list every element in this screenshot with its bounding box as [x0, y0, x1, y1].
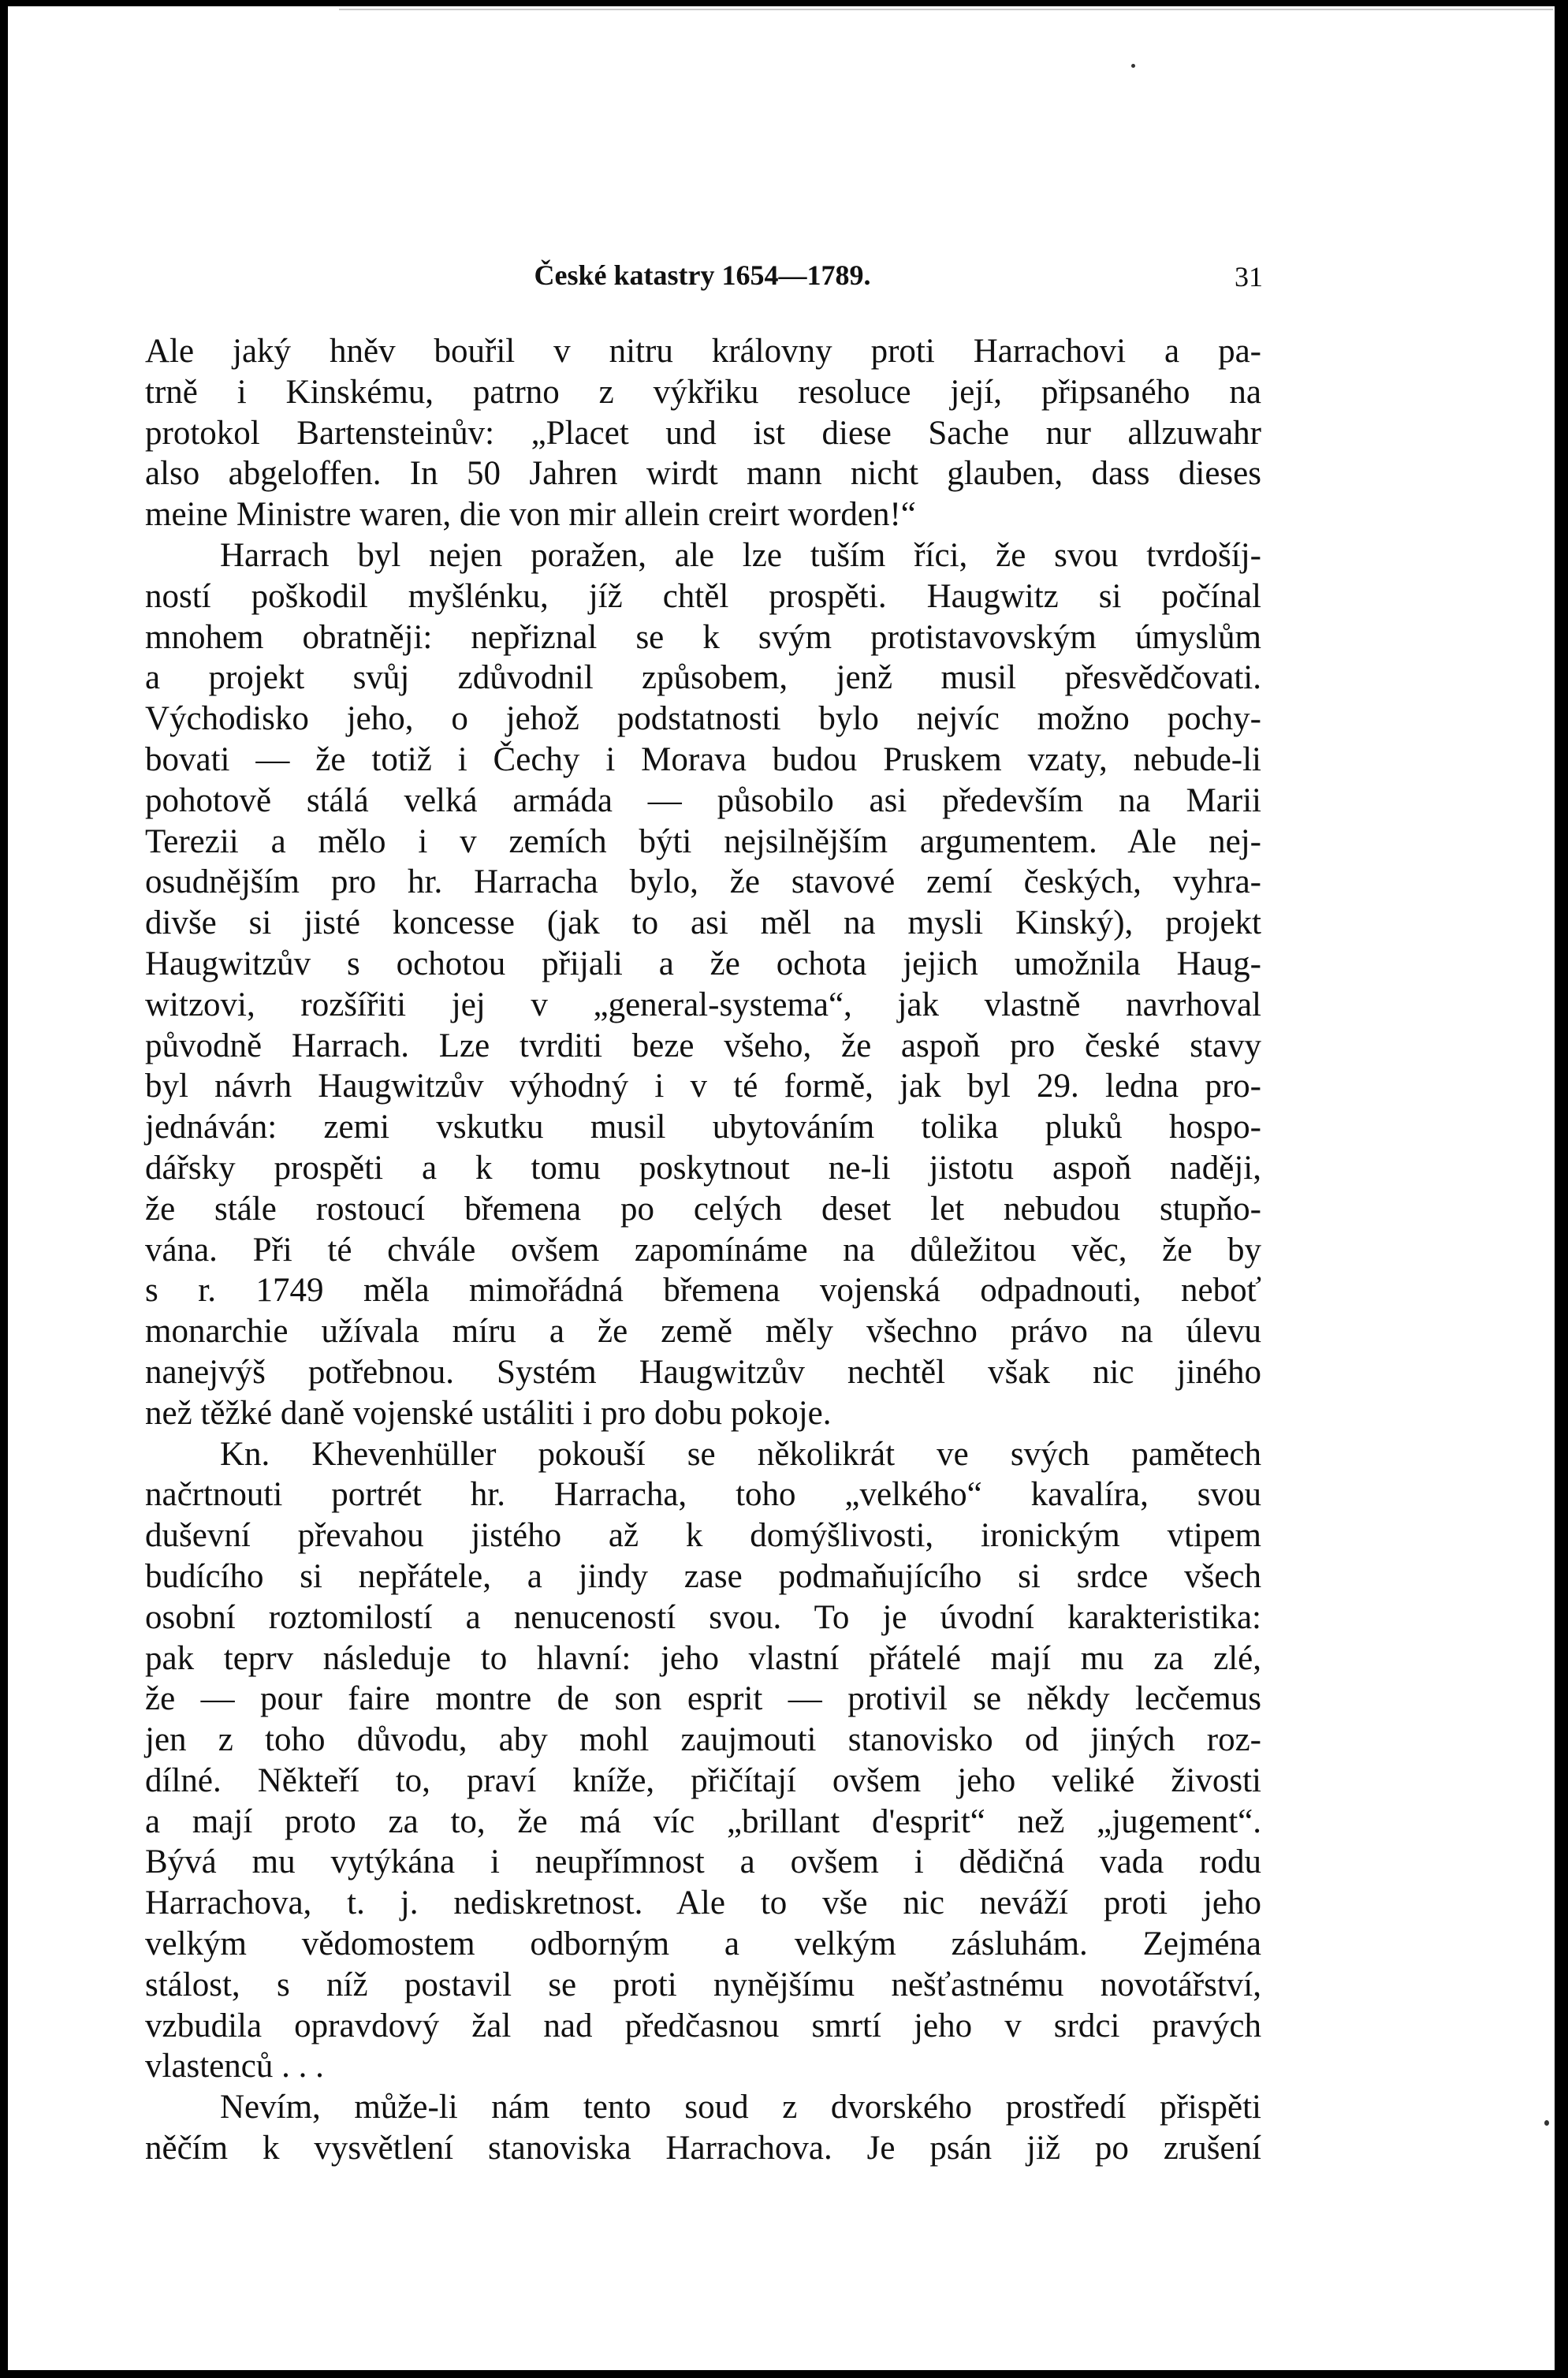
text-line: vlastenců . . . [145, 2048, 324, 2085]
text-line: Východisko jeho, o jehož podstatnosti bylo nejvíc možno pochy- [145, 700, 1261, 738]
text-line: že stále rostoucí břemena po celých deset let nebudou stupňo- [145, 1190, 1261, 1228]
text-line: also abgeloffen. In 50 Jahren wirdt mann nicht glauben, dass dieses [145, 455, 1261, 493]
text-line: bovati — že totiž i Čechy i Morava budou Pruskem vzaty, nebude-li [145, 740, 1261, 778]
text-line: monarchie užívala míru a že země měly všechno právo na úlevu [145, 1313, 1261, 1351]
text-line: s r. 1749 měla mimořádná břemena vojenská odpadnouti, neboť [145, 1272, 1261, 1310]
text-line: ností poškodil myšlénku, jíž chtěl prospěti. Haugwitz si počínal [145, 577, 1261, 615]
text-line: Kn. Khevenhüller pokouší se několikrát ve svých pamětech [220, 1435, 1261, 1473]
dust-speck [1131, 64, 1135, 68]
text-line: protokol Bartensteinův: „Placet und ist diese Sache nur allzuwahr [145, 414, 1261, 452]
text-line: nanejvýš potřebnou. Systém Haugwitzův nechtěl však nic jiného [145, 1353, 1261, 1391]
text-line: osobní roztomilostí a nenuceností svou. To je úvodní karakteristika: [145, 1598, 1261, 1636]
text-line: divše si jisté koncesse (jak to asi měl na mysli Kinský), projekt [145, 904, 1261, 942]
text-line: dílné. Někteří to, praví kníže, přičítají ovšem jeho veliké živosti [145, 1761, 1261, 1799]
text-line: jednáván: zemi vskutku musil ubytováním tolika pluků hospo- [145, 1109, 1261, 1146]
text-line: než těžké daně vojenské ustáliti i pro dobu pokoje. [145, 1394, 832, 1432]
text-line: duševní převahou jistého až k domýšlivosti, ironickým vtipem [145, 1517, 1261, 1555]
text-line: osudnějším pro hr. Harracha bylo, že stavové zemí českých, vyhra- [145, 863, 1261, 901]
dust-speck [1544, 2120, 1549, 2126]
text-line: meine Ministre waren, die von mir allein creirt worden!“ [145, 496, 916, 534]
text-line: pohotově stálá velká armáda — působilo asi především na Marii [145, 781, 1261, 819]
text-line: Harrachova, t. j. nediskretnost. Ale to vše nic neváží proti jeho [145, 1884, 1261, 1922]
text-line: vána. Při té chvále ovšem zapomínáme na důležitou věc, že by [145, 1231, 1261, 1269]
page-number: 31 [1235, 261, 1263, 293]
text-line: byl návrh Haugwitzův výhodný i v té formě, jak byl 29. ledna pro- [145, 1068, 1261, 1105]
text-line: Nevím, může-li nám tento soud z dvorského prostředí přispěti [220, 2089, 1261, 2126]
text-line: něčím k vysvětlení stanoviska Harrachova. Je psán již po zrušení [145, 2130, 1261, 2167]
running-title: České katastry 1654—1789. [534, 259, 871, 291]
text-line: jen z toho důvodu, aby mohl zaujmouti stanovisko od jiných roz- [145, 1721, 1261, 1759]
text-line: a mají proto za to, že má víc „brillant d'esprit“ než „jugement“. [145, 1802, 1261, 1840]
text-line: vzbudila opravdový žal nad předčasnou smrtí jeho v srdci pravých [145, 2007, 1261, 2044]
text-line: Terezii a mělo i v zemích býti nejsilnějším argumentem. Ale nej- [145, 822, 1261, 860]
text-line: načrtnouti portrét hr. Harracha, toho „velkého“ kavalíra, svou [145, 1476, 1261, 1514]
text-line: witzovi, rozšířiti jej v „general-systema“, jak vlastně navrhoval [145, 986, 1261, 1023]
text-line: Harrach byl nejen poražen, ale lze tuším říci, že svou tvrdošíj- [220, 536, 1261, 574]
text-line: budícího si nepřátele, a jindy zase podmaňujícího si srdce všech [145, 1557, 1261, 1595]
text-line: dářsky prospěti a k tomu poskytnout ne-li jistotu aspoň naději, [145, 1149, 1261, 1187]
page-header [142, 259, 1263, 306]
text-line: pak teprv následuje to hlavní: jeho vlastní přátelé mají mu za zlé, [145, 1639, 1261, 1677]
text-line: a projekt svůj zdůvodnil způsobem, jenž musil přesvědčovati. [145, 659, 1261, 697]
page-crease-shadow [339, 9, 1553, 10]
text-line: Bývá mu vytýkána i neupřímnost a ovšem i dědičná vada rodu [145, 1843, 1261, 1881]
body-text [145, 331, 1261, 2169]
text-line: Haugwitzův s ochotou přijali a že ochota jejich umožnila Haug- [145, 945, 1261, 982]
text-line: velkým vědomostem odborným a velkým zásluhám. Zejména [145, 1925, 1261, 1963]
text-line: původně Harrach. Lze tvrditi beze všeho, že aspoň pro české stavy [145, 1027, 1261, 1064]
text-line: stálost, s níž postavil se proti nynějšímu nešťastnému novotářství, [145, 1966, 1261, 2003]
text-line: Ale jaký hněv bouřil v nitru královny proti Harrachovi a pa- [145, 333, 1261, 370]
text-line: mnohem obratněji: nepřiznal se k svým protistavovským úmyslům [145, 618, 1261, 656]
text-line: že — pour faire montre de son esprit — protivil se někdy lecčemus [145, 1680, 1261, 1718]
text-line: trně i Kinskému, patrno z výkřiku resoluce její, připsaného na [145, 373, 1261, 411]
